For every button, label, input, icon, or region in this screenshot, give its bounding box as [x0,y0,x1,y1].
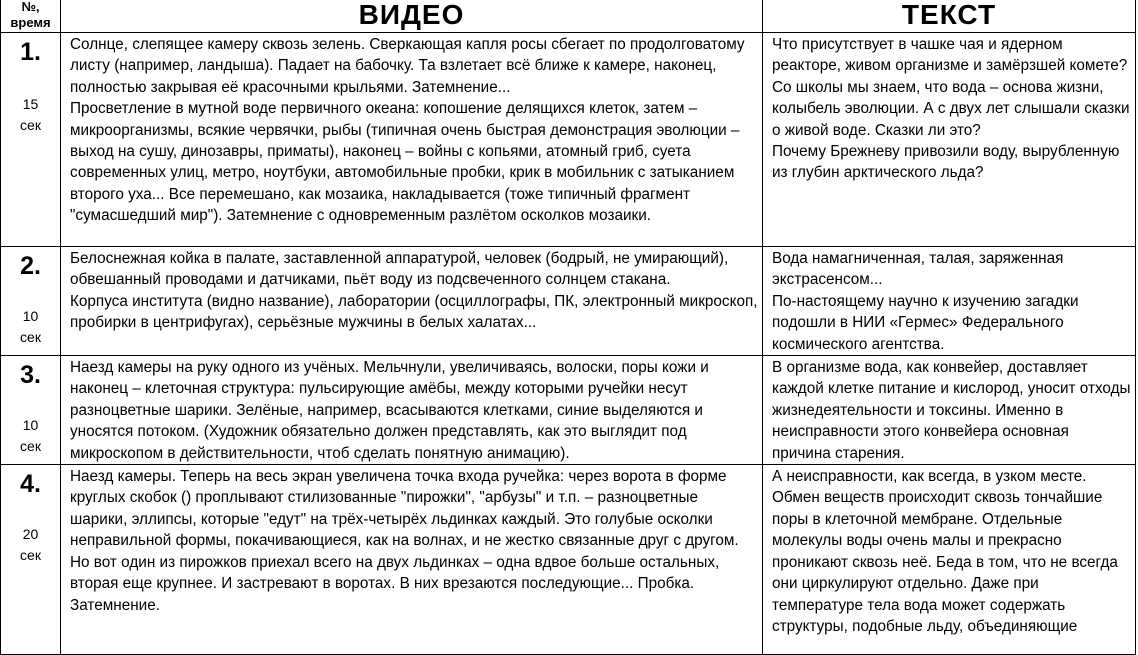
scene-number: 3. [20,361,41,390]
video-cell [61,465,763,655]
scene-number-cell [1,356,61,465]
header-row [1,0,1136,33]
scene-number-cell [1,33,61,247]
text-cell [763,33,1136,247]
video-paragraph: Наезд камеры на руку одного из учёных. Мельчнули, увеличиваясь, волоски, поры кожи и наконец – клеточная структура: пульсирующие амёбы, между которыми ручейки несут разноцветные шарики. Зелёные, например, всасываются клетками, синие выделяются и уносятся потоком. (Художник обязательно должен представлять, как это выглядит под микроскопом в действительности, чтоб сделать понятную анимацию). [70,359,709,462]
video-cell [61,356,763,465]
table-row [1,356,1136,465]
text-paragraph: Вода намагниченная, талая, заряженная экстрасенсом... [772,250,1064,289]
scene-number: 4. [20,470,41,499]
table-row [1,33,1136,247]
text-paragraph: Что присутствует в чашке чая и ядерном реакторе, живом организме и замёрзшей комете? [772,36,1128,75]
video-cell [61,247,763,356]
scene-duration: 10 сек [20,417,41,455]
video-paragraph: Просветление в мутной воде первичного океана: копошение делящихся клеток, затем – микроорганизмы, всякие червячки, рыбы (типичная очень быстрая демонстрация эволюции – выход на сушу, динозавры, приматы), наконец – войны с копьями, атомный гриб, суета современных улиц, метро, ноутбуки, автомобильные пробки, крик в мобильник с затыканием второго уха... Все перемешано, как мозаика, накладывается (тоже типичный фрагмент "сумасшедший мир"). Затемнение с одновременным разлётом осколков мозаики. [70,100,740,225]
scene-number-cell [1,247,61,356]
text-paragraph: В организме вода, как конвейер, доставляет каждой клетке питание и кислород, уносит отходы жизнедеятельности и токсины. Именно в неисправности этого конвейера основная причина старения. [772,359,1131,462]
header-num-time: №, время [1,0,61,33]
video-paragraph: Затемнение. [70,596,160,614]
text-paragraph: По-настоящему научно к изучению загадки подошли в НИИ «Гермес» Федерального космического агентства. [772,292,1079,353]
text-cell [763,356,1136,465]
header-text: ТЕКСТ [763,0,1136,33]
text-cell [763,465,1136,655]
video-paragraph: Белоснежная койка в палате, заставленной аппаратурой, человек (бодрый, не умирающий), обвешанный проводами и датчиками, пьёт воду из подсвеченного солнцем стакана. [70,250,729,289]
text-paragraph: Со школы мы знаем, что вода – основа жизни, колыбель эволюции. А с двух лет слышали сказки о живой воде. Сказки ли это? [772,78,1130,139]
text-cell [763,247,1136,356]
scene-number-cell [1,465,61,655]
scene-duration: 20 сек [20,526,41,564]
video-paragraph: Наезд камеры. Теперь на весь экран увеличена точка входа ручейка: через ворота в форме круглых скобок () проплывают стилизованные "пирожки", "арбузы" и т.п. – разноцветные шарики, эллипсы, которые "едут" на трёх-четырёх льдинках каждый. Это голубые осколки неправильной формы, покачивающиеся, как на волнах, и не жестко связанные друг с другом. Но вот один из пирожков приехал всего на двух льдинках – одна вдвое больше остальных, вторая еще крупнее. И застревают в воротах. В них врезаются последующие... Пробка. [70,468,739,593]
table-row [1,465,1136,655]
video-paragraph: Солнце, слепящее камеру сквозь зелень. Сверкающая капля росы сбегает по продолговатому листу (например, ландыша). Падает на бабочку. Та взлетает всё ближе к камере, наконец, полностью закрывая её красочными крыльями. Затемнение... [70,36,745,96]
scene-duration: 15 сек [20,96,41,133]
scene-duration: 10 сек [20,308,41,345]
text-paragraph: А неисправности, как всегда, в узком месте. Обмен веществ происходит сквозь тончайшие поры в клеточной мембране. Отдельные молекулы воды очень малы и прекрасно проникают сквозь неё. Беда в том, что не всегда они циркулируют отдельно. Даже при температуре тела вода может содержать структуры, подобные льду, объединяющие [772,468,1118,635]
scene-number: 2. [20,252,41,280]
text-paragraph: Почему Брежневу привозили воду, вырубленную из глубин арктического льда? [772,143,1120,182]
scene-number: 1. [20,38,41,66]
table-row [1,247,1136,356]
video-cell [61,33,763,247]
video-paragraph: Корпуса института (видно название), лаборатории (осциллографы, ПК, электронный микроскоп, пробирки в центрифугах), серьёзные мужчины в белых халатах... [70,292,758,332]
header-video: ВИДЕО [61,0,763,33]
